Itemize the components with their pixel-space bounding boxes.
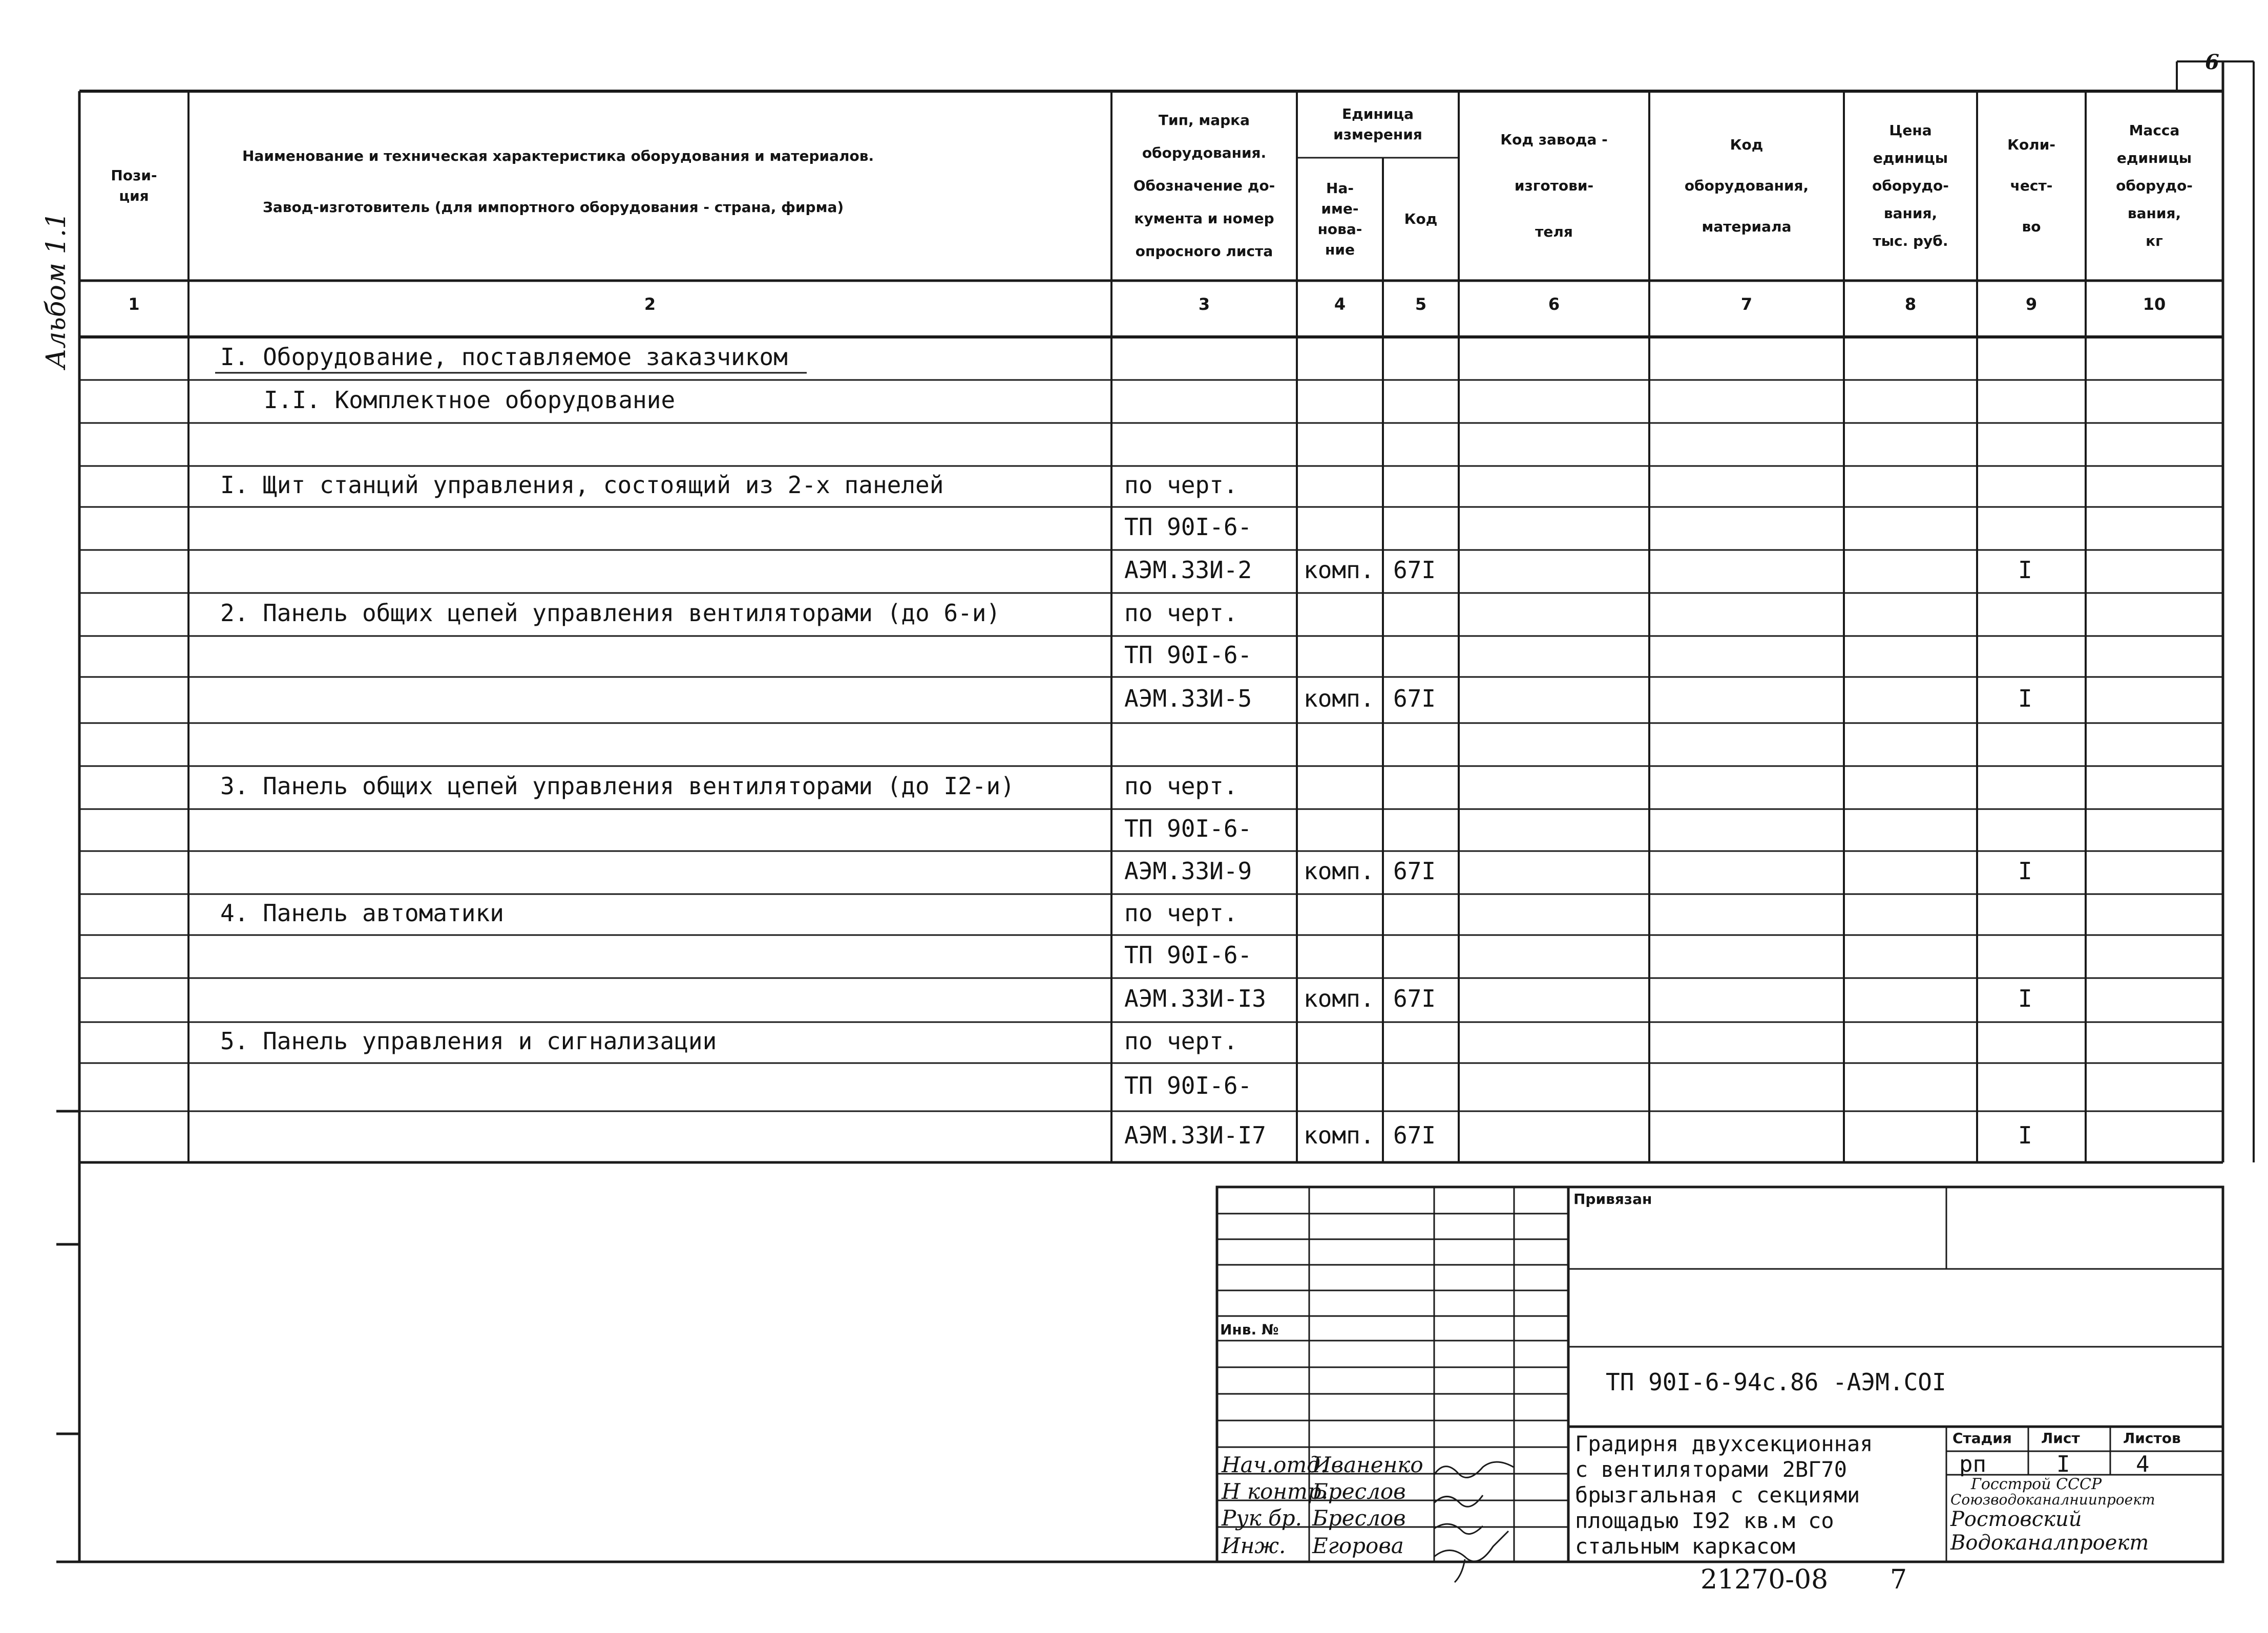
table-row xyxy=(0,550,2268,593)
colnum-9: 9 xyxy=(2025,294,2038,314)
signature-marks xyxy=(1434,1462,1514,1582)
table-row xyxy=(0,766,2268,809)
table-row xyxy=(0,593,2268,636)
signer-name: Иваненко xyxy=(1312,1452,1423,1477)
table-row xyxy=(0,851,2268,894)
cell-type: ТП 90I-6- xyxy=(1124,1072,1252,1099)
cell-type: АЭМ.33И-2 xyxy=(1124,556,1252,584)
stamp-org-line: Ростовский xyxy=(1950,1508,2082,1531)
cell-type: по черт. xyxy=(1124,899,1238,927)
colnum-5: 5 xyxy=(1415,294,1427,314)
header-mass: Масса единицы оборудо- вания, кг xyxy=(2116,122,2193,249)
table-row xyxy=(0,636,2268,677)
table-row xyxy=(0,423,2268,466)
table-row xyxy=(0,466,2268,507)
stamp-doc-code: ТП 90I-6-94с.86 -АЭМ.СОI xyxy=(1606,1368,1946,1396)
stamp-title-line: брызгальная с секциями xyxy=(1575,1482,1860,1508)
cell-unit: комп. xyxy=(1304,685,1375,712)
stamp-org-line: Водоканалпроект xyxy=(1950,1531,2149,1555)
header-factory-code: Код завода - изготови- теля xyxy=(1500,131,1608,240)
stamp-inv-no: Инв. № xyxy=(1220,1321,1279,1338)
colnum-4: 4 xyxy=(1334,294,1346,314)
page-number: 7 xyxy=(1890,1564,1907,1595)
table-row xyxy=(0,1063,2268,1111)
stamp-title-line: стальным каркасом xyxy=(1575,1534,1795,1559)
signer-role: Рук бр. xyxy=(1222,1505,1302,1531)
cell-type: АЭМ.33И-I7 xyxy=(1124,1121,1266,1149)
header-unit-code: Код xyxy=(1404,210,1438,227)
cell-type: ТП 90I-6- xyxy=(1124,815,1252,842)
cell-type: АЭМ.33И-I3 xyxy=(1124,985,1266,1012)
colnum-6: 6 xyxy=(1548,294,1560,314)
table-row xyxy=(0,1111,2268,1162)
table-row xyxy=(0,978,2268,1022)
cell-qty: I xyxy=(2018,857,2032,885)
sheet-number: 6 xyxy=(2205,50,2219,74)
stamp-title xyxy=(1575,1431,1944,1559)
cell-type: АЭМ.33И-5 xyxy=(1124,685,1252,712)
table-row xyxy=(0,809,2268,851)
colnum-7: 7 xyxy=(1740,294,1753,314)
table-row xyxy=(0,935,2268,978)
cell-type: по черт. xyxy=(1124,1027,1238,1055)
stamp-title-line: Градирня двухсекционная xyxy=(1575,1431,1873,1456)
signer-name: Бреслов xyxy=(1312,1479,1406,1504)
header-unit-group: Единица измерения xyxy=(1333,105,1422,143)
stamp-org-line: Союзводоканалниипроект xyxy=(1950,1491,2155,1508)
table-row xyxy=(0,507,2268,550)
stamp-sheets: 4 xyxy=(2136,1451,2150,1477)
signer-name: Бреслов xyxy=(1312,1505,1406,1531)
cell-unit: комп. xyxy=(1304,556,1375,584)
cell-type: ТП 90I-6- xyxy=(1124,513,1252,541)
stamp-stage: рп xyxy=(1959,1451,1986,1477)
header-equipment-code: Код оборудования, материала xyxy=(1684,136,1809,235)
cell-code: 67I xyxy=(1393,985,1436,1012)
signer-role: Нач.отд. xyxy=(1222,1452,1328,1477)
stamp-org xyxy=(1950,1477,2222,1555)
cell-name: 2. Панель общих цепей управления вентиляторами (до 6-и) xyxy=(220,599,1001,627)
header-position: Пози- ция xyxy=(111,167,157,204)
signer-name: Егорова xyxy=(1312,1533,1404,1558)
header-name-line2: Завод-изготовитель (для импортного оборудования - страна, фирма) xyxy=(263,199,844,216)
cell-type: АЭМ.33И-9 xyxy=(1124,857,1252,885)
signer-role: Инж. xyxy=(1222,1533,1286,1558)
table-row xyxy=(0,1022,2268,1063)
table-row xyxy=(0,337,2268,380)
cell-unit: комп. xyxy=(1304,985,1375,1012)
stamp-title-line: площадью I92 кв.м со xyxy=(1575,1508,1834,1533)
cell-qty: I xyxy=(2018,1121,2032,1149)
stamp-sheet-label: Лист xyxy=(2041,1430,2080,1447)
colnum-1: 1 xyxy=(128,294,140,314)
colnum-3: 3 xyxy=(1198,294,1210,314)
cell-qty: I xyxy=(2018,985,2032,1012)
cell-code: 67I xyxy=(1393,1121,1436,1149)
cell-name: I. Оборудование, поставляемое заказчиком xyxy=(220,343,788,371)
cell-type: по черт. xyxy=(1124,471,1238,499)
cell-type: по черт. xyxy=(1124,599,1238,627)
table-row xyxy=(0,380,2268,423)
colnum-8: 8 xyxy=(1904,294,1917,314)
cell-type: ТП 90I-6- xyxy=(1124,941,1252,969)
stamp-stage-label: Стадия xyxy=(1952,1430,2012,1447)
cell-unit: комп. xyxy=(1304,1121,1375,1149)
table-row xyxy=(0,677,2268,723)
colnum-10: 10 xyxy=(2143,294,2166,314)
cell-name: I. Щит станций управления, состоящий из 2-х панелей xyxy=(220,471,944,499)
signer-role: Н контр. xyxy=(1222,1479,1329,1504)
table-row xyxy=(0,894,2268,935)
header-unit-name: На- име- нова- ние xyxy=(1317,180,1362,258)
stamp-title-line: с вентиляторами 2ВГ70 xyxy=(1575,1457,1847,1482)
cell-unit: комп. xyxy=(1304,857,1375,885)
cell-type: по черт. xyxy=(1124,772,1238,800)
cell-name: 3. Панель общих цепей управления вентиляторами (до I2-и) xyxy=(220,772,1015,800)
cell-type: ТП 90I-6- xyxy=(1124,641,1252,669)
stamp-sheet: I xyxy=(2056,1451,2070,1477)
stamp-privyazan: Привязан xyxy=(1573,1191,1652,1207)
cell-code: 67I xyxy=(1393,556,1436,584)
cell-name: 4. Панель автоматики xyxy=(220,899,504,927)
stamp-sheets-label: Листов xyxy=(2123,1430,2181,1447)
header-quantity: Коли- чест- во xyxy=(2007,136,2055,235)
header-type: Тип, марка оборудования. Обозначение до- кумента и номер опросного листа xyxy=(1133,112,1275,260)
cell-name: 5. Панель управления и сигнализации xyxy=(220,1027,717,1055)
archive-number: 21270-08 xyxy=(1700,1564,1829,1595)
header-name-line1: Наименование и техническая характеристика оборудования и материалов. xyxy=(242,147,874,164)
album-label: Альбом 1.1 xyxy=(41,211,72,369)
cell-code: 67I xyxy=(1393,857,1436,885)
stamp-org-line: Госстрой СССР xyxy=(1971,1475,2102,1493)
cell-qty: I xyxy=(2018,685,2032,712)
cell-name: I.I. Комплектное оборудование xyxy=(264,386,676,414)
table-row xyxy=(0,723,2268,766)
colnum-2: 2 xyxy=(644,294,656,314)
cell-code: 67I xyxy=(1393,685,1436,712)
header-price: Цена единицы оборудо- вания, тыс. руб. xyxy=(1872,122,1949,249)
cell-qty: I xyxy=(2018,556,2032,584)
